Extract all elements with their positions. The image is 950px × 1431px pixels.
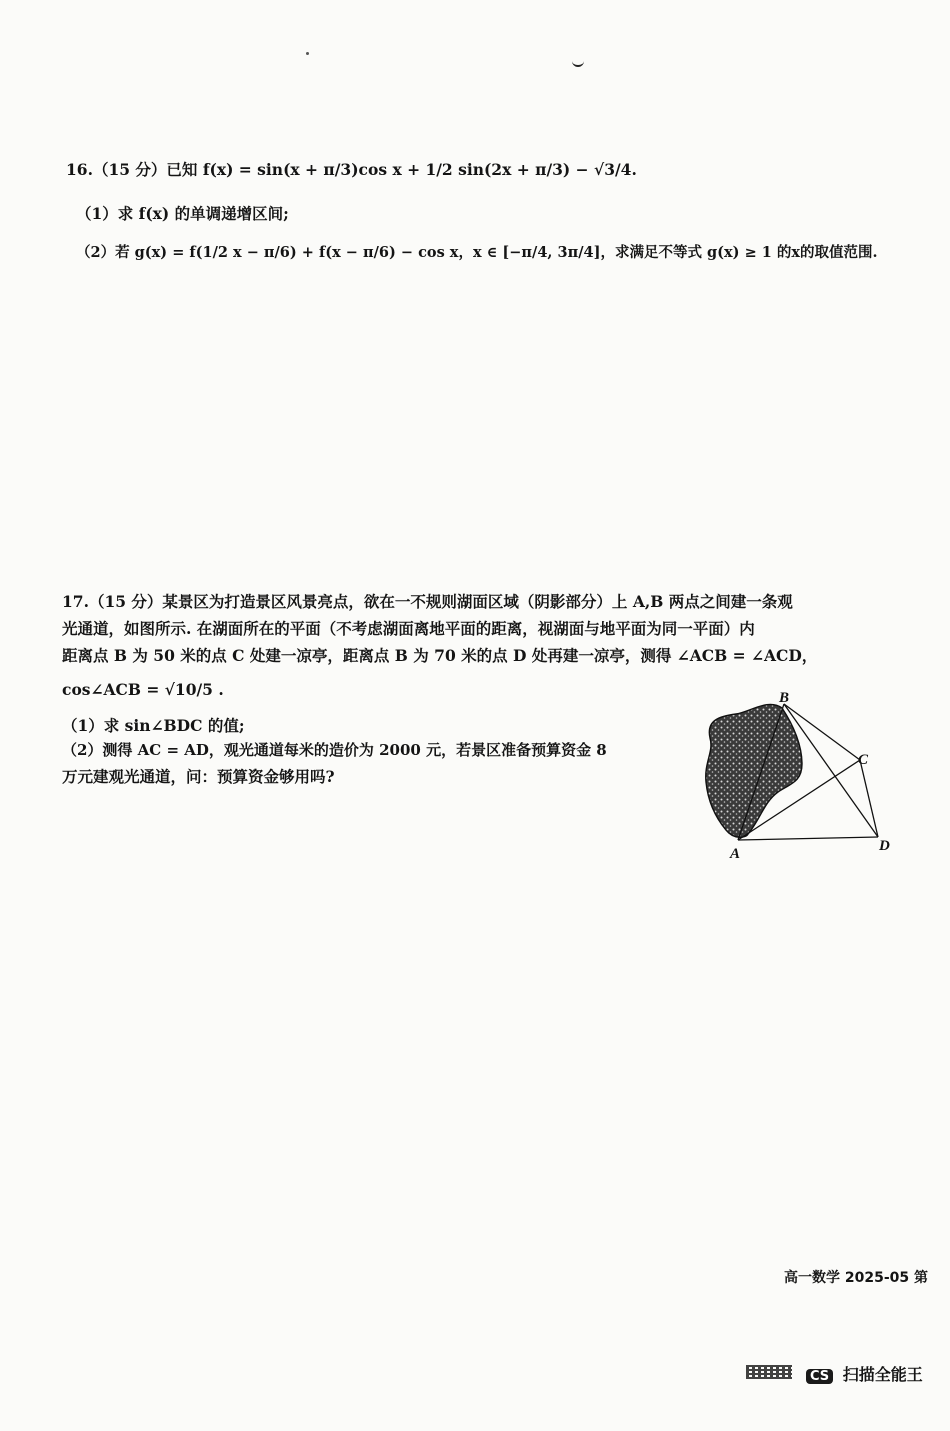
lake-figure [690, 690, 910, 865]
q17-part1-text: （1）求 sin∠BDC 的值; [62, 716, 245, 735]
q17-line2-text: 光通道，如图所示. 在湖面所在的平面（不考虑湖面离地平面的距离，视湖面与地平面为同一平面）内 [62, 619, 755, 638]
label-d: D [879, 838, 890, 854]
q17-line1 [62, 588, 793, 615]
q17-part2-line2 [62, 763, 335, 790]
cs-logo-icon: CS [806, 1369, 833, 1384]
q16-header-text: 16.（15 分）已知 f(x) = sin(x + π/3)cos x + 1/2 sin(2x + π/3) − √3/4. [66, 160, 637, 179]
q17-line3-text: 距离点 B 为 50 米的点 C 处建一凉亭，距离点 B 为 70 米的点 D 处再建一凉亭，测得 ∠ACB = ∠ACD， [62, 646, 818, 665]
q17-part2-line1-text: （2）测得 AC = AD，观光通道每米的造价为 2000 元，若景区准备预算资金 8 [62, 741, 607, 759]
q16-part2-text: （2）若 g(x) = f(1/2 x − π/6) + f(x − π/6) − cos x，x ∈ [−π/4, 3π/4]，求满足不等式 g(x) ≥ 1 的x的取值范围. [76, 244, 878, 261]
q17-line4 [62, 676, 224, 703]
scanner-watermark [806, 1362, 923, 1385]
lake-shaded-region [706, 704, 802, 837]
q16-part1-text: （1）求 f(x) 的单调递增区间; [76, 204, 289, 223]
scan-speck [306, 52, 309, 55]
q17-part2-line1 [62, 737, 607, 764]
q17-line2 [62, 615, 755, 642]
qr-code-icon [746, 1365, 792, 1379]
q17-part1 [62, 712, 245, 739]
scan-mark [572, 60, 584, 67]
q16-header [66, 158, 637, 180]
q17-line3 [62, 642, 817, 669]
label-b: B [779, 690, 790, 706]
q16-part2 [76, 241, 878, 262]
q17-line1-text: 17.（15 分）某景区为打造景区风景亮点，欲在一不规则湖面区域（阴影部分）上 A,B 两点之间建一条观 [62, 592, 793, 611]
q17-line4-text: cos∠ACB = √10/5 . [62, 680, 224, 699]
scanner-text: 扫描全能王 [842, 1365, 923, 1384]
page-footer [784, 1267, 928, 1287]
q16-part1 [76, 202, 289, 224]
label-c: C [858, 752, 869, 768]
label-a: A [730, 846, 741, 862]
q17-part2-line2-text: 万元建观光通道，问：预算资金够用吗? [62, 767, 335, 786]
footer-text: 高一数学 2025-05 第 [784, 1270, 929, 1286]
